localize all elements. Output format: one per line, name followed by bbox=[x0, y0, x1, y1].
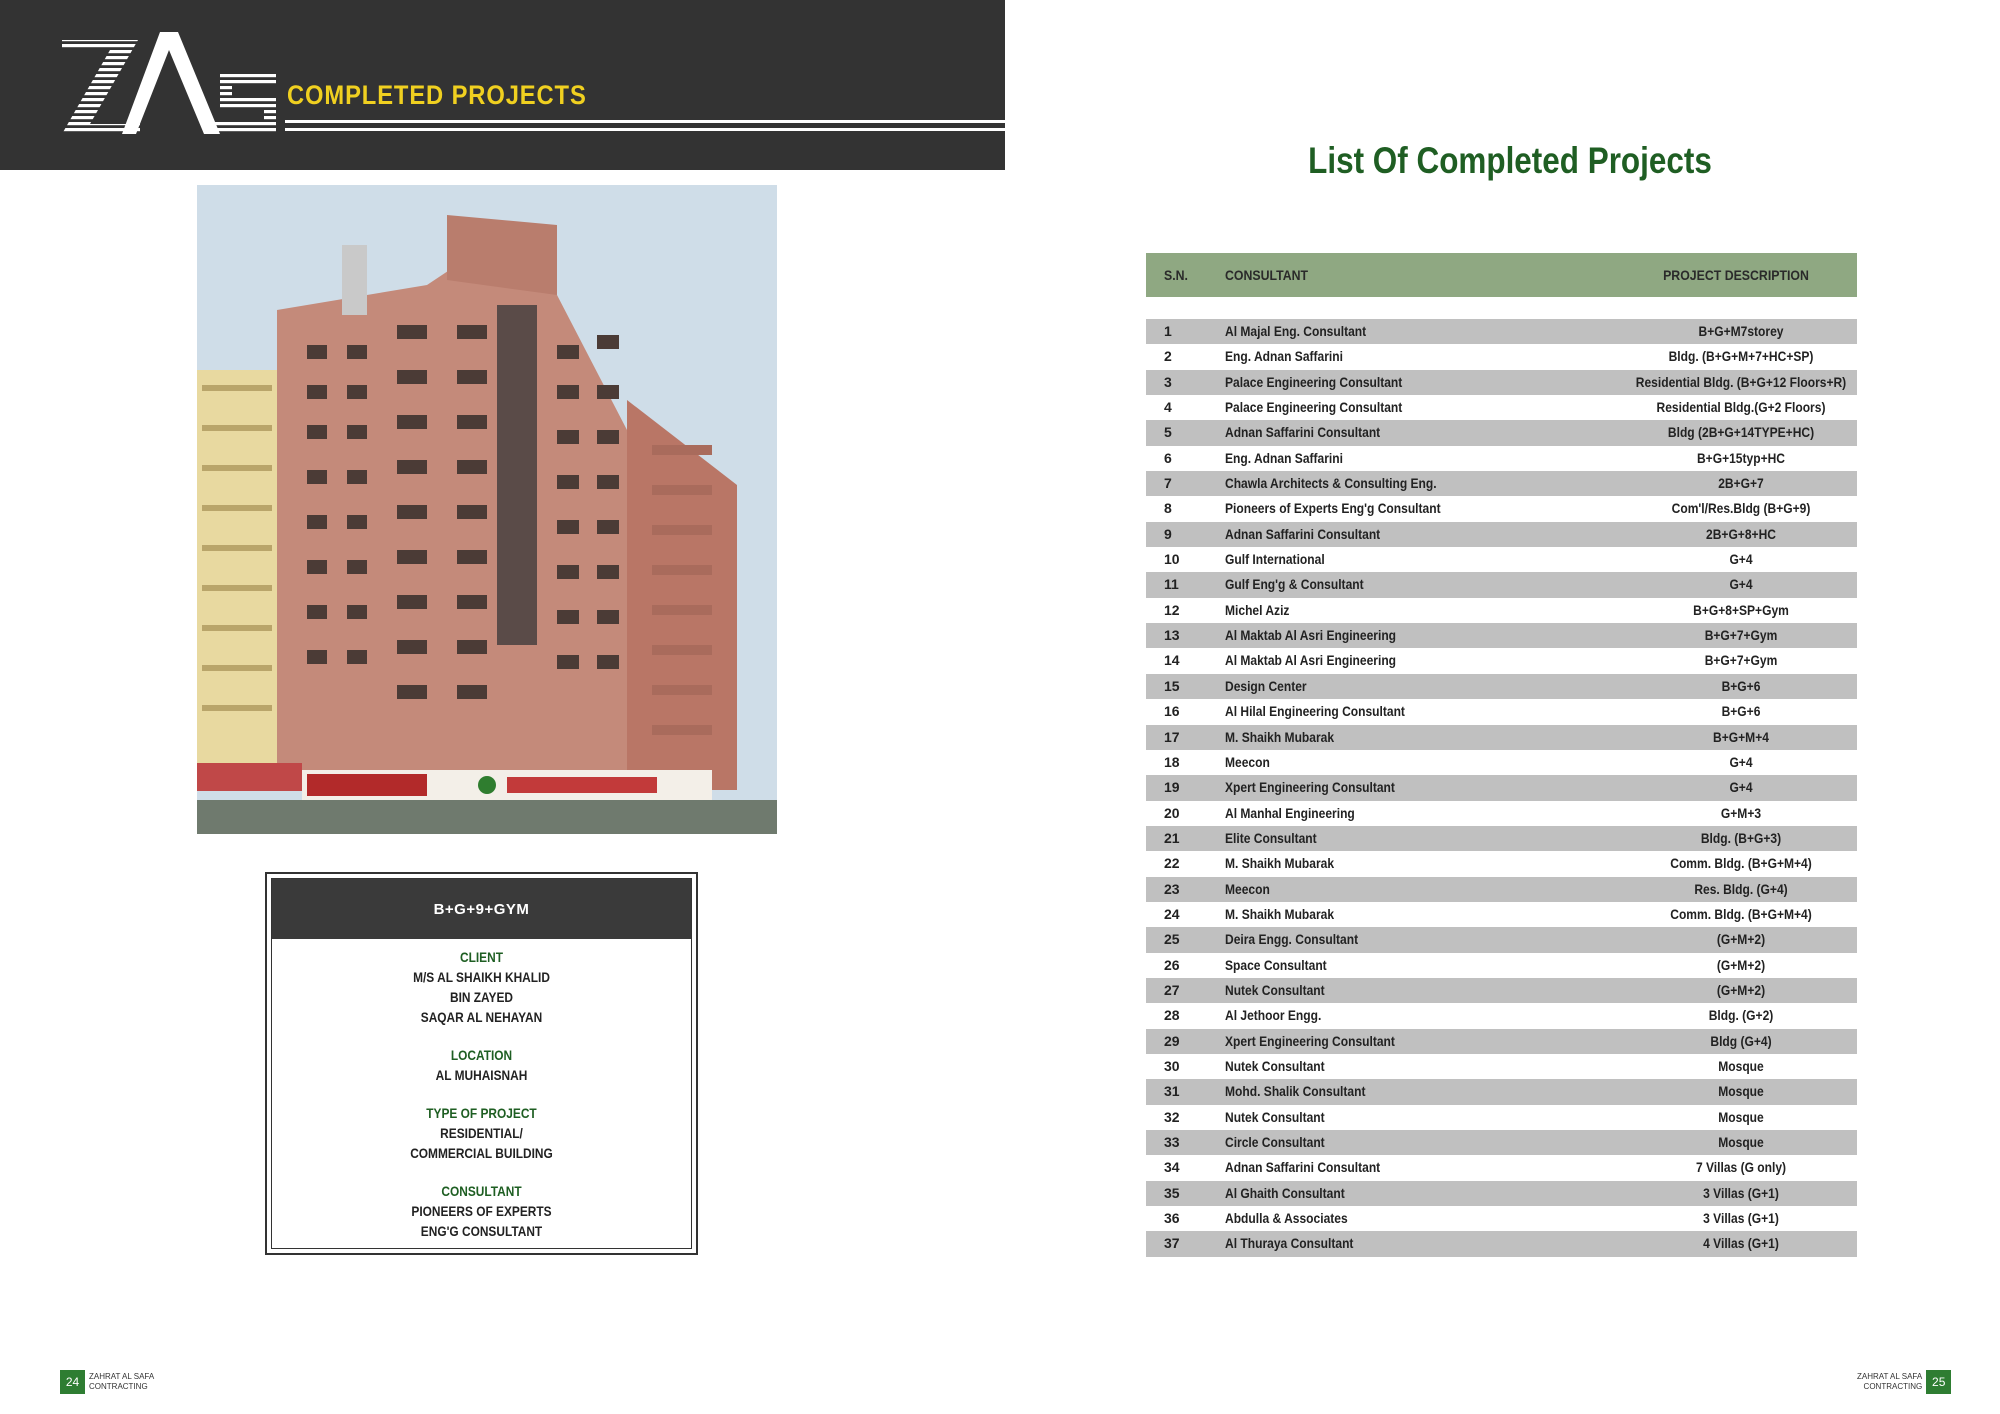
row-sn: 10 bbox=[1164, 551, 1180, 568]
zas-logo bbox=[60, 32, 280, 138]
row-consultant: Design Center bbox=[1225, 677, 1307, 694]
projects-table bbox=[1146, 319, 1857, 1257]
consultant-line: PIONEERS OF EXPERTS bbox=[411, 1203, 552, 1219]
row-description: Comm. Bldg. (B+G+M+4) bbox=[1670, 905, 1812, 922]
table-row bbox=[1146, 1206, 1857, 1231]
table-row bbox=[1146, 1155, 1857, 1180]
table-row bbox=[1146, 370, 1857, 395]
table-row bbox=[1146, 446, 1857, 471]
row-sn: 30 bbox=[1164, 1057, 1180, 1074]
footer-line: CONTRACTING bbox=[89, 1382, 148, 1391]
table-row bbox=[1146, 978, 1857, 1003]
row-description: B+G+6 bbox=[1721, 703, 1761, 720]
table-row bbox=[1146, 1003, 1857, 1028]
footer-line: CONTRACTING bbox=[1863, 1382, 1923, 1391]
row-description: B+G+7+Gym bbox=[1704, 627, 1778, 644]
row-description: Bldg. (B+G+M+7+HC+SP) bbox=[1668, 348, 1814, 365]
row-sn: 1 bbox=[1164, 323, 1172, 339]
row-description: Bldg (2B+G+14TYPE+HC) bbox=[1667, 424, 1815, 441]
table-row bbox=[1146, 598, 1857, 623]
table-row bbox=[1146, 927, 1857, 952]
row-sn: 4 bbox=[1164, 399, 1172, 416]
row-consultant: Adnan Saffarini Consultant bbox=[1225, 1159, 1381, 1176]
table-row bbox=[1146, 471, 1857, 496]
row-sn: 12 bbox=[1164, 601, 1180, 618]
row-description: B+G+7+Gym bbox=[1704, 652, 1778, 669]
row-consultant: Gulf International bbox=[1225, 551, 1325, 568]
client-line: M/S AL SHAIKH KHALID bbox=[413, 969, 550, 985]
footer-line: ZAHRAT AL SAFA bbox=[89, 1372, 155, 1381]
table-row bbox=[1146, 953, 1857, 978]
client-section bbox=[272, 947, 691, 1027]
row-consultant: Chawla Architects & Consulting Eng. bbox=[1225, 475, 1437, 492]
row-consultant: Nutek Consultant bbox=[1225, 981, 1325, 998]
project-info-card bbox=[265, 872, 698, 1255]
consultant-section bbox=[272, 1181, 691, 1241]
header-sn: S.N. bbox=[1164, 267, 1188, 283]
row-sn: 3 bbox=[1164, 373, 1172, 390]
row-description: B+G+15typ+HC bbox=[1696, 449, 1785, 466]
table-row bbox=[1146, 750, 1857, 775]
type-line: RESIDENTIAL/ bbox=[440, 1125, 523, 1141]
row-description: 2B+G+8+HC bbox=[1706, 525, 1776, 542]
row-sn: 13 bbox=[1164, 627, 1180, 644]
row-description: 3 Villas (G+1) bbox=[1703, 1184, 1779, 1201]
table-row bbox=[1146, 547, 1857, 572]
row-sn: 8 bbox=[1164, 500, 1172, 517]
row-description: G+M+3 bbox=[1720, 804, 1762, 821]
row-sn: 5 bbox=[1164, 424, 1172, 441]
row-description: 4 Villas (G+1) bbox=[1703, 1235, 1779, 1252]
client-label: CLIENT bbox=[460, 949, 503, 965]
row-sn: 2 bbox=[1164, 348, 1172, 365]
footer-right bbox=[1857, 1370, 1951, 1394]
row-consultant: Eng. Adnan Saffarini bbox=[1225, 449, 1343, 466]
table-row bbox=[1146, 1079, 1857, 1104]
row-consultant: Palace Engineering Consultant bbox=[1225, 399, 1403, 416]
row-consultant: Al Maktab Al Asri Engineering bbox=[1225, 627, 1397, 644]
row-consultant: Al Maktab Al Asri Engineering bbox=[1225, 652, 1397, 669]
row-description: B+G+M7storey bbox=[1698, 323, 1784, 339]
consultant-line: ENG'G CONSULTANT bbox=[420, 1223, 543, 1239]
row-sn: 11 bbox=[1164, 576, 1179, 593]
footer-company bbox=[89, 1372, 154, 1392]
row-consultant: M. Shaikh Mubarak bbox=[1225, 905, 1335, 922]
type-line: COMMERCIAL BUILDING bbox=[410, 1145, 553, 1161]
table-row bbox=[1146, 572, 1857, 597]
table-row bbox=[1146, 395, 1857, 420]
row-description: Comm. Bldg. (B+G+M+4) bbox=[1670, 855, 1812, 872]
table-row bbox=[1146, 801, 1857, 826]
row-description: Mosque bbox=[1718, 1057, 1764, 1074]
row-consultant: M. Shaikh Mubarak bbox=[1225, 855, 1335, 872]
table-row bbox=[1146, 1054, 1857, 1079]
row-consultant: Elite Consultant bbox=[1225, 829, 1317, 846]
consultant-label: CONSULTANT bbox=[441, 1183, 522, 1199]
row-description: Mosque bbox=[1718, 1083, 1764, 1100]
table-header bbox=[1146, 253, 1857, 297]
list-title: List Of Completed Projects bbox=[1308, 140, 1712, 181]
row-sn: 34 bbox=[1164, 1159, 1180, 1176]
building-photo bbox=[197, 185, 777, 834]
table-row bbox=[1146, 496, 1857, 521]
section-title: COMPLETED PROJECTS bbox=[287, 80, 587, 110]
row-description: (G+M+2) bbox=[1716, 981, 1766, 998]
table-row bbox=[1146, 699, 1857, 724]
type-label: TYPE OF PROJECT bbox=[426, 1105, 537, 1121]
row-consultant: Abdulla & Associates bbox=[1225, 1210, 1348, 1227]
location-label: LOCATION bbox=[450, 1047, 513, 1063]
row-sn: 14 bbox=[1164, 652, 1180, 669]
row-description: Mosque bbox=[1718, 1134, 1764, 1150]
row-sn: 22 bbox=[1164, 855, 1180, 872]
row-consultant: Adnan Saffarini Consultant bbox=[1225, 424, 1381, 441]
row-sn: 16 bbox=[1164, 703, 1180, 720]
row-consultant: Al Majal Eng. Consultant bbox=[1225, 323, 1367, 339]
row-consultant: Michel Aziz bbox=[1225, 601, 1290, 618]
row-consultant: Deira Engg. Consultant bbox=[1225, 931, 1359, 948]
row-description: (G+M+2) bbox=[1716, 931, 1766, 948]
table-row bbox=[1146, 1105, 1857, 1130]
row-consultant: Al Manhal Engineering bbox=[1225, 804, 1355, 821]
table-row bbox=[1146, 775, 1857, 800]
table-row bbox=[1146, 420, 1857, 445]
footer-left bbox=[60, 1370, 154, 1394]
row-consultant: M. Shaikh Mubarak bbox=[1225, 728, 1335, 745]
project-heading: B+G+9+GYM bbox=[272, 879, 691, 939]
client-line: SAQAR AL NEHAYAN bbox=[420, 1009, 543, 1025]
row-sn: 32 bbox=[1164, 1108, 1180, 1125]
row-consultant: Gulf Eng'g & Consultant bbox=[1225, 576, 1364, 593]
table-row bbox=[1146, 1029, 1857, 1054]
table-row bbox=[1146, 851, 1857, 876]
row-sn: 28 bbox=[1164, 1007, 1180, 1024]
row-sn: 27 bbox=[1164, 981, 1180, 998]
table-row bbox=[1146, 826, 1857, 851]
row-consultant: Al Ghaith Consultant bbox=[1225, 1184, 1345, 1201]
row-consultant: Xpert Engineering Consultant bbox=[1225, 779, 1395, 796]
row-consultant: Palace Engineering Consultant bbox=[1225, 373, 1403, 390]
table-row bbox=[1146, 1130, 1857, 1155]
row-consultant: Mohd. Shalik Consultant bbox=[1225, 1083, 1366, 1100]
location-section bbox=[272, 1045, 691, 1085]
row-description: Com'l/Res.Bldg (B+G+9) bbox=[1671, 500, 1811, 517]
row-description: B+G+6 bbox=[1721, 677, 1761, 694]
row-sn: 9 bbox=[1164, 525, 1172, 542]
type-section bbox=[272, 1103, 691, 1163]
table-row bbox=[1146, 319, 1857, 344]
row-description: G+4 bbox=[1729, 779, 1753, 796]
row-description: G+4 bbox=[1729, 551, 1753, 568]
row-description: 7 Villas (G only) bbox=[1695, 1159, 1787, 1176]
client-line: BIN ZAYED bbox=[449, 989, 514, 1005]
row-consultant: Nutek Consultant bbox=[1225, 1057, 1325, 1074]
row-description: (G+M+2) bbox=[1716, 956, 1766, 973]
row-consultant: Circle Consultant bbox=[1225, 1134, 1325, 1150]
location-line: AL MUHAISNAH bbox=[435, 1067, 528, 1083]
row-sn: 24 bbox=[1164, 905, 1180, 922]
page-number: 24 bbox=[60, 1370, 85, 1394]
header-description: PROJECT DESCRIPTION bbox=[1663, 267, 1809, 283]
row-sn: 15 bbox=[1164, 677, 1180, 694]
page-header bbox=[0, 0, 1005, 170]
row-sn: 21 bbox=[1164, 829, 1180, 846]
table-row bbox=[1146, 522, 1857, 547]
row-description: G+4 bbox=[1729, 576, 1753, 593]
row-sn: 18 bbox=[1164, 753, 1180, 770]
row-consultant: Meecon bbox=[1225, 753, 1270, 770]
footer-company bbox=[1857, 1372, 1922, 1392]
row-description: Residential Bldg.(G+2 Floors) bbox=[1656, 399, 1826, 416]
row-sn: 7 bbox=[1164, 475, 1172, 492]
header-rule-lines bbox=[285, 120, 1005, 136]
header-consultant: CONSULTANT bbox=[1225, 267, 1309, 283]
row-description: Bldg (G+4) bbox=[1710, 1032, 1772, 1049]
row-sn: 23 bbox=[1164, 880, 1180, 897]
row-description: Res. Bldg. (G+4) bbox=[1694, 880, 1788, 897]
row-sn: 29 bbox=[1164, 1032, 1180, 1049]
row-sn: 33 bbox=[1164, 1134, 1180, 1150]
row-sn: 6 bbox=[1164, 449, 1172, 466]
row-description: 2B+G+7 bbox=[1718, 475, 1764, 492]
row-sn: 31 bbox=[1164, 1083, 1180, 1100]
row-sn: 25 bbox=[1164, 931, 1180, 948]
row-description: Bldg. (G+2) bbox=[1708, 1007, 1774, 1024]
row-consultant: Meecon bbox=[1225, 880, 1270, 897]
table-row bbox=[1146, 1231, 1857, 1256]
row-consultant: Space Consultant bbox=[1225, 956, 1327, 973]
row-description: G+4 bbox=[1729, 753, 1753, 770]
table-row bbox=[1146, 1181, 1857, 1206]
row-sn: 37 bbox=[1164, 1235, 1180, 1252]
table-row bbox=[1146, 902, 1857, 927]
row-sn: 35 bbox=[1164, 1184, 1180, 1201]
table-row bbox=[1146, 674, 1857, 699]
row-consultant: Pioneers of Experts Eng'g Consultant bbox=[1225, 500, 1441, 517]
row-sn: 36 bbox=[1164, 1210, 1180, 1227]
row-consultant: Al Jethoor Engg. bbox=[1225, 1007, 1322, 1024]
row-consultant: Nutek Consultant bbox=[1225, 1108, 1325, 1125]
row-description: Bldg. (B+G+3) bbox=[1700, 829, 1782, 846]
row-sn: 17 bbox=[1164, 728, 1180, 745]
row-description: B+G+M+4 bbox=[1713, 728, 1769, 745]
row-description: 3 Villas (G+1) bbox=[1703, 1210, 1779, 1227]
footer-line: ZAHRAT AL SAFA bbox=[1857, 1372, 1923, 1381]
row-sn: 19 bbox=[1164, 779, 1180, 796]
table-row bbox=[1146, 648, 1857, 673]
row-description: B+G+8+SP+Gym bbox=[1693, 601, 1789, 618]
row-consultant: Xpert Engineering Consultant bbox=[1225, 1032, 1395, 1049]
row-description: Residential Bldg. (B+G+12 Floors+R) bbox=[1635, 373, 1847, 390]
row-consultant: Adnan Saffarini Consultant bbox=[1225, 525, 1381, 542]
row-sn: 20 bbox=[1164, 804, 1180, 821]
row-consultant: Al Thuraya Consultant bbox=[1225, 1235, 1354, 1252]
table-row bbox=[1146, 725, 1857, 750]
table-row bbox=[1146, 344, 1857, 369]
row-description: Mosque bbox=[1718, 1108, 1764, 1125]
row-consultant: Eng. Adnan Saffarini bbox=[1225, 348, 1343, 365]
page-number: 25 bbox=[1926, 1370, 1951, 1394]
table-row bbox=[1146, 877, 1857, 902]
table-row bbox=[1146, 623, 1857, 648]
row-consultant: Al Hilal Engineering Consultant bbox=[1225, 703, 1405, 720]
row-sn: 26 bbox=[1164, 956, 1180, 973]
